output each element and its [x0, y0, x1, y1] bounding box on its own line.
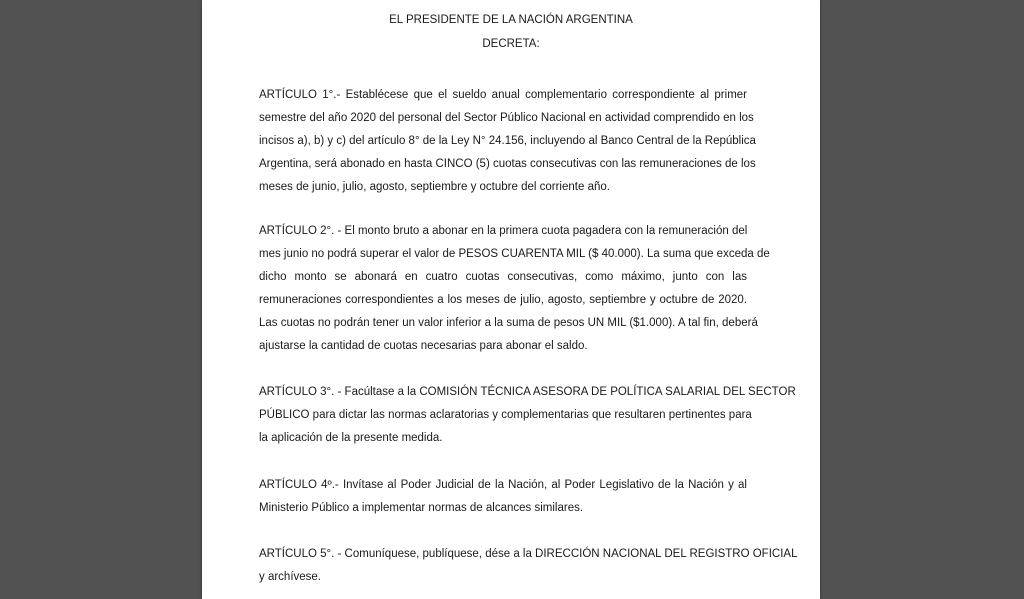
article-1-line: semestre del año 2020 del personal del Sector Público Nacional en actividad comprendido en los — [259, 112, 754, 124]
article-2-line: ajustarse la cantidad de cuotas necesarias para abonar el saldo. — [259, 340, 588, 352]
article-2-line: remuneraciones correspondientes a los meses de julio, agosto, septiembre y octubre de 2020. — [259, 294, 747, 306]
article-5-line: ARTÍCULO 5°. - Comuníquese, publíquese, dése a la DIRECCIÓN NACIONAL DEL REGISTRO OFICIAL — [259, 548, 798, 560]
article-5-line: y archívese. — [259, 571, 321, 583]
article-4-line: ARTÍCULO 4º.- Invítase al Poder Judicial de la Nación, al Poder Legislativo de la Nación y al — [259, 479, 747, 491]
article-1-line: incisos a), b) y c) del artículo 8° de la Ley N° 24.156, incluyendo al Banco Central de la República — [259, 135, 756, 147]
article-4-line: Ministerio Público a implementar normas de alcances similares. — [259, 502, 584, 514]
article-2-line: mes junio no podrá superar el valor de PESOS CUARENTA MIL ($ 40.000). La suma que exceda de — [259, 248, 770, 260]
article-3-line: ARTÍCULO 3°. - Facúltase a la COMISIÓN TÉCNICA ASESORA DE POLÍTICA SALARIAL DEL SECTOR — [259, 386, 796, 398]
decree-issuer: EL PRESIDENTE DE LA NACIÓN ARGENTINA — [389, 14, 633, 26]
article-2-line: ARTÍCULO 2°. - El monto bruto a abonar en la primera cuota pagadera con la remuneración del — [259, 225, 748, 237]
article-3-line: la aplicación de la presente medida. — [259, 432, 443, 444]
article-3-line: PÚBLICO para dictar las normas aclaratorias y complementarias que resultaren pertinentes para — [259, 409, 752, 421]
article-1-line: meses de junio, julio, agosto, septiembre y octubre del corriente año. — [259, 181, 610, 193]
document-page — [202, 0, 820, 599]
article-2-line: dicho monto se abonará en cuatro cuotas consecutivas, como máximo, junto con las — [259, 271, 747, 283]
article-1-line: Argentina, será abonado en hasta CINCO (5) cuotas consecutivas con las remuneraciones de los — [259, 158, 756, 170]
decree-heading: DECRETA: — [482, 38, 540, 50]
article-1-line: ARTÍCULO 1°.- Establécese que el sueldo anual complementario correspondiente al primer — [259, 89, 747, 101]
article-2-line: Las cuotas no podrán tener un valor inferior a la suma de pesos UN MIL ($1.000). A tal fin, deberá — [259, 317, 758, 329]
